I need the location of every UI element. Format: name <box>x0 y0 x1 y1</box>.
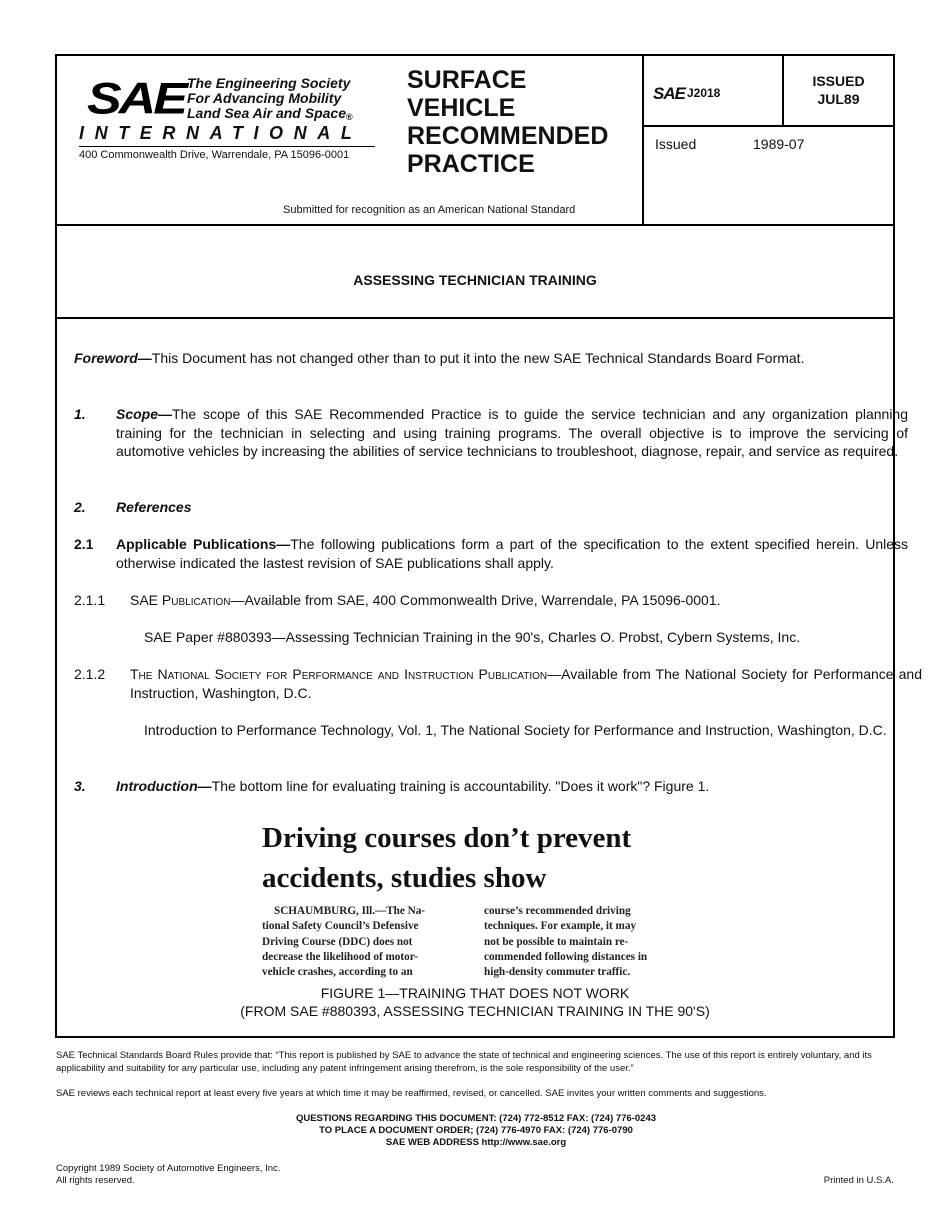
footer-review: SAE reviews each technical report at least every five years at which time it may be reaffirmed, revised, or cancelled. SAE invites your written comments and suggestions. <box>56 1088 767 1099</box>
section-label: Scope— <box>116 406 173 422</box>
section-number: 3. <box>74 778 86 794</box>
address: 400 Commonwealth Drive, Warrendale, PA 15096-0001 <box>79 149 350 161</box>
section-number: 2.1 <box>74 536 94 552</box>
printed-in: Printed in U.S.A. <box>823 1175 894 1186</box>
divider <box>642 56 644 224</box>
clipping-line: vehicle crashes, according to an <box>262 966 413 979</box>
section-sae-publication <box>74 591 866 610</box>
section-text: —Available from SAE, 400 Commonwealth Drive, Warrendale, PA 15096-0001. <box>230 592 721 608</box>
section-label: Applicable Publications— <box>116 536 291 552</box>
section-number: 2.1.2 <box>74 666 106 682</box>
figure-caption <box>57 984 893 1020</box>
reference-text: Introduction to Performance Technology, Vol. 1, The National Society for Performance and Instruction, Washington, D.C. <box>144 722 887 738</box>
registered-mark: ® <box>345 112 353 122</box>
society-line: For Advancing Mobility <box>187 90 342 106</box>
section-text: The following publications form a part of the specification to the extent specified herein. Unless otherwise indicated the lastest revision of SAE publications shall apply. <box>116 536 908 571</box>
section-label: References <box>116 499 192 515</box>
copyright <box>56 1163 280 1187</box>
document-number <box>653 84 720 104</box>
clipping-line: Driving Course (DDC) does not <box>262 935 413 948</box>
title-line: SURFACE <box>407 66 527 94</box>
reference-text: SAE Paper #880393—Assessing Technician Training in the 90's, Charles O. Probst, Cybern Systems, Inc. <box>144 629 801 645</box>
submitted-note: Submitted for recognition as an American National Standard <box>283 204 576 216</box>
international-label: INTERNATIONAL <box>79 123 363 143</box>
doc-number-text: J2018 <box>686 86 721 100</box>
clipping-line: course’s recommended driving <box>484 905 631 917</box>
section-label: SAE Publication <box>130 592 231 608</box>
section-scope <box>74 405 908 461</box>
clipping-line: high-density commuter traffic. <box>484 966 631 979</box>
clipping-line: decrease the likelihood of motor- <box>262 950 418 963</box>
clipping-headline: accidents, studies show <box>262 862 547 894</box>
clipping-line: tional Safety Council’s Defensive <box>262 920 419 933</box>
section-label: The National Society for Performance and Instruction Publication <box>130 666 548 682</box>
section-text: —Available from The National Society for Performance and Instruction, Washington, D.C. <box>130 666 922 701</box>
title-band <box>57 224 893 319</box>
issued-label: ISSUED <box>812 73 865 89</box>
sae-mark-small: SAE <box>653 84 685 103</box>
clipping-line: commended following distances in <box>484 950 648 963</box>
header <box>57 56 893 226</box>
clipping-line: SCHAUMBURG, Ill.—The Na- <box>274 905 426 917</box>
rights-line: All rights reserved. <box>56 1175 135 1186</box>
divider <box>79 146 375 147</box>
section-number: 2.1.1 <box>74 592 106 608</box>
section-text: The scope of this SAE Recommended Practice is to guide the service technician and any organization planning training for the technician in selecting and using training programs. The overall objective is to improve the servicing of automotive vehicles by increasing the abilities of service technicians to troubleshoot, diagnose, repair, and service as required. <box>116 406 908 460</box>
footer-rules: SAE Technical Standards Board Rules provide that: “This report is published by SAE to advance the state of technical and engineering sciences. The use of this report is entirely voluntary, and its applicability and suitability for any particular use, including any patent infringement arising therefrom, is the sole responsibility of the user.” <box>56 1050 872 1074</box>
section-nspi-publication <box>74 665 922 702</box>
clipping-line: techniques. For example, it may <box>484 920 637 933</box>
section-references <box>74 498 866 517</box>
newspaper-clipping <box>262 818 694 978</box>
section-introduction <box>74 777 866 796</box>
contact-line: QUESTIONS REGARDING THIS DOCUMENT: (724) 772-8512 FAX: (724) 776-0243 <box>295 1113 657 1124</box>
issued-code: JUL89 <box>817 91 860 107</box>
title-line: RECOMMENDED <box>407 122 609 150</box>
title-line: PRACTICE <box>407 150 535 178</box>
foreword-text: This Document has not changed other than to put it into the new SAE Technical Standards Board Format. <box>151 350 805 366</box>
contact-line: TO PLACE A DOCUMENT ORDER; (724) 776-4970 FAX: (724) 776-0790 <box>319 1125 633 1136</box>
caption-line: (FROM SAE #880393, ASSESSING TECHNICIAN TRAINING IN THE 90'S) <box>240 1003 710 1019</box>
clipping-headline: Driving courses don’t prevent <box>262 822 632 854</box>
divider <box>642 125 893 127</box>
foreword-label: Foreword— <box>74 350 152 366</box>
society-line: Land Sea Air and Space® <box>187 105 353 122</box>
sae-mark: SAE <box>87 74 185 124</box>
issued-row <box>655 136 804 152</box>
clipping-column-left <box>262 904 472 980</box>
issued-row-date: 1989-07 <box>753 136 805 152</box>
society-line: The Engineering Society <box>187 75 351 91</box>
section-text: The bottom line for evaluating training is accountability. "Does it work"? Figure 1. <box>211 778 710 794</box>
contact-line: SAE WEB ADDRESS http://www.sae.org <box>385 1137 567 1148</box>
document-title: ASSESSING TECHNICIAN TRAINING <box>353 272 597 288</box>
practice-title <box>407 66 608 178</box>
section-applicable-publications <box>74 535 908 572</box>
clipping-column-right <box>484 904 694 980</box>
society-lines <box>187 76 353 125</box>
section-number: 1. <box>74 406 86 422</box>
footer-contacts <box>56 1113 896 1149</box>
document-frame <box>55 54 922 1038</box>
title-line: VEHICLE <box>407 94 516 122</box>
section-number: 2. <box>74 499 86 515</box>
issued-row-label: Issued <box>655 136 697 152</box>
foreword <box>74 349 878 368</box>
reference-nspi <box>144 721 894 740</box>
issued-box <box>784 72 893 108</box>
copyright-line: Copyright 1989 Society of Automotive Engineers, Inc. <box>56 1163 281 1174</box>
section-label: Introduction— <box>116 778 212 794</box>
reference-sae-paper <box>74 628 936 647</box>
caption-line: FIGURE 1—TRAINING THAT DOES NOT WORK <box>320 985 630 1001</box>
clipping-line: not be possible to maintain re- <box>484 935 629 948</box>
